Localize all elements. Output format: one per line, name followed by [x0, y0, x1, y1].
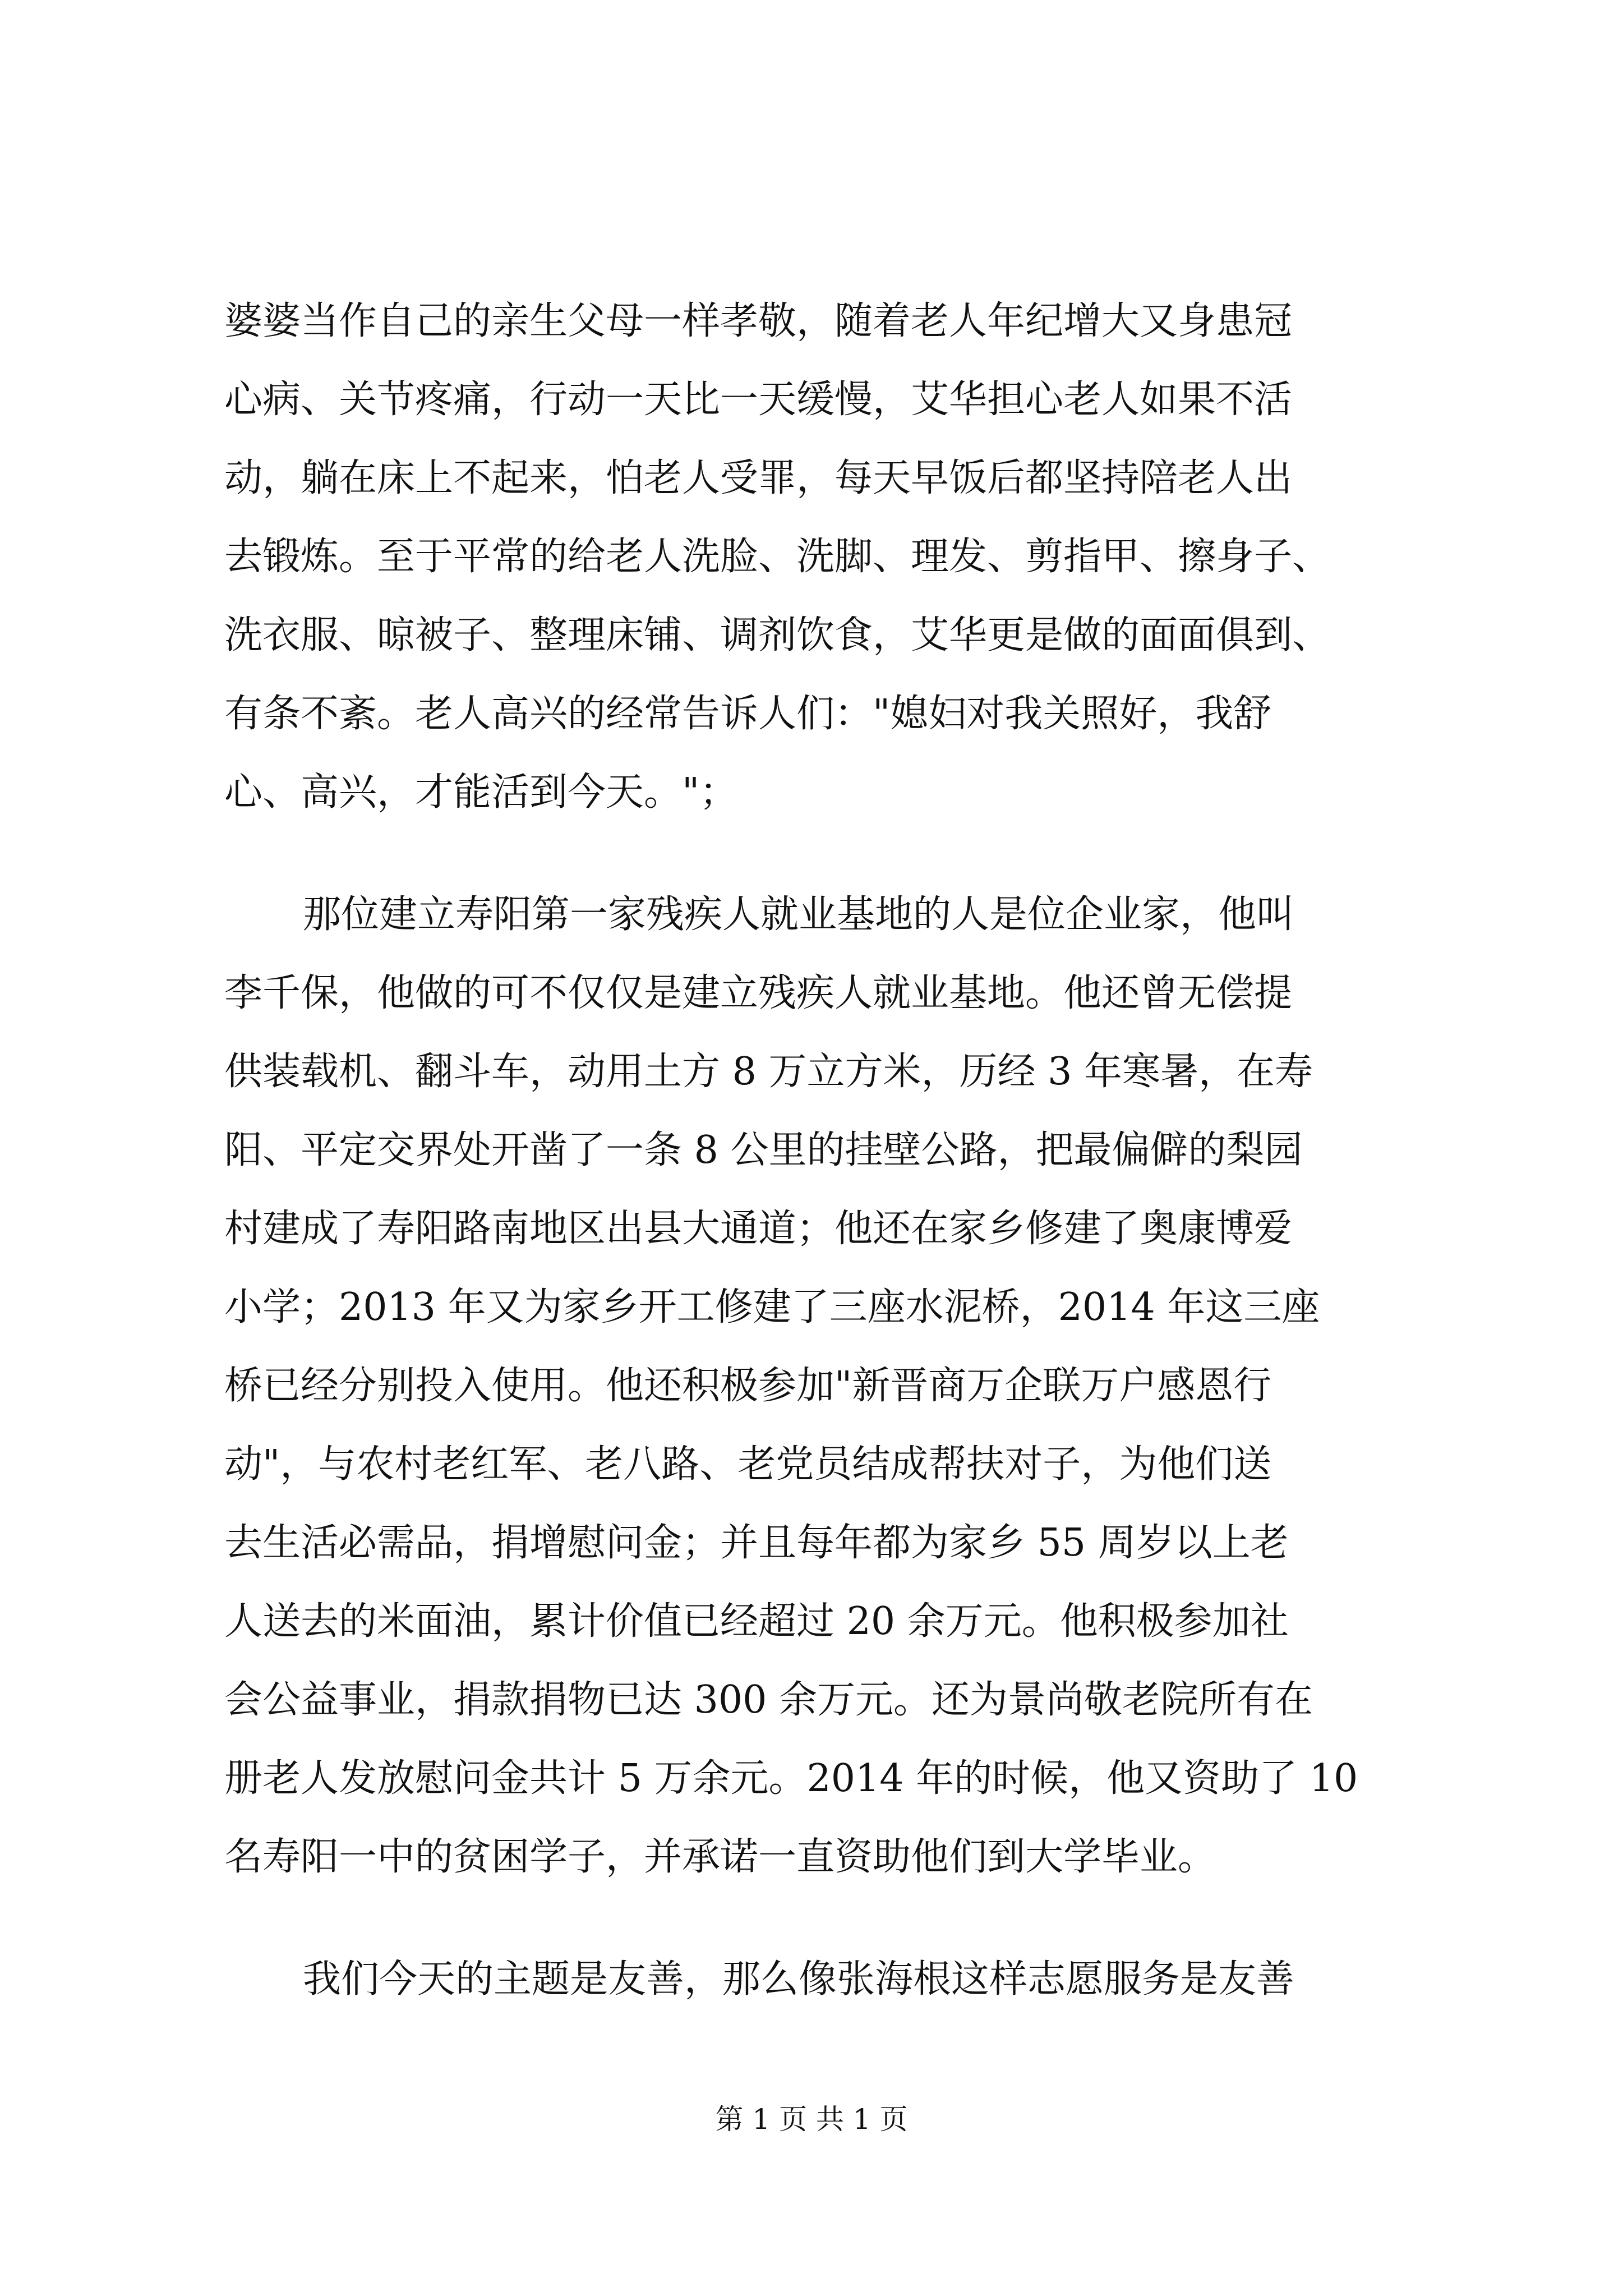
text-line: 会公益事业，捐款捐物已达 300 余万元。还为景尚敬老院所有在: [224, 1678, 1313, 1722]
text-line: 名寿阳一中的贫困学子，并承诺一直资助他们到大学毕业。: [224, 1835, 1216, 1879]
text-line: 小学；2013 年又为家乡开工修建了三座水泥桥，2014 年这三座: [224, 1285, 1320, 1329]
text-line: 去生活必需品，捐增慰问金；并且每年都为家乡 55 周岁以上老: [224, 1521, 1289, 1565]
text-line: 心、高兴，才能活到今天。"；: [224, 770, 738, 815]
text-line: 动"，与农村老红军、老八路、老党员结成帮扶对子，为他们送: [224, 1442, 1272, 1487]
text-line: 供装载机、翻斗车，动用土方 8 万立方米，历经 3 年寒暑，在寿: [224, 1050, 1313, 1094]
text-line: 村建成了寿阳路南地区出县大通道；他还在家乡修建了奥康博爱: [224, 1207, 1293, 1251]
text-line: 册老人发放慰问金共计 5 万余元。2014 年的时候，他又资助了 10: [224, 1756, 1358, 1801]
text-line: 阳、平定交界处开凿了一条 8 公里的挂壁公路，把最偏僻的梨园: [224, 1128, 1303, 1172]
text-line: 心病、关节疼痛，行动一天比一天缓慢，艾华担心老人如果不活: [224, 378, 1293, 422]
text-line: 婆婆当作自己的亲生父母一样孝敬，随着老人年纪增大又身患冠: [224, 299, 1293, 343]
text-line: 去锻炼。至于平常的给老人洗脸、洗脚、理发、剪指甲、擦身子、: [224, 535, 1331, 579]
text-line: 动，躺在床上不起来，怕老人受罪，每天早饭后都坚持陪老人出: [224, 456, 1293, 500]
text-line: 人送去的米面油，累计价值已经超过 20 余万元。他积极参加社: [224, 1599, 1289, 1644]
page-footer: 第 1 页 共 1 页: [715, 2103, 908, 2136]
text-line: 洗衣服、晾被子、整理床铺、调剂饮食，艾华更是做的面面俱到、: [224, 613, 1331, 657]
text-line: 桥已经分别投入使用。他还积极参加"新晋商万企联万户感恩行: [224, 1364, 1272, 1408]
text-line: 有条不紊。老人高兴的经常告诉人们："媳妇对我关照好，我舒: [224, 692, 1272, 736]
text-line: 那位建立寿阳第一家残疾人就业基地的人是位企业家，他叫: [303, 892, 1295, 937]
text-line: 我们今天的主题是友善，那么像张海根这样志愿服务是友善: [303, 1957, 1295, 2001]
text-line: 李千保，他做的可不仅仅是建立残疾人就业基地。他还曾无偿提: [224, 971, 1293, 1015]
